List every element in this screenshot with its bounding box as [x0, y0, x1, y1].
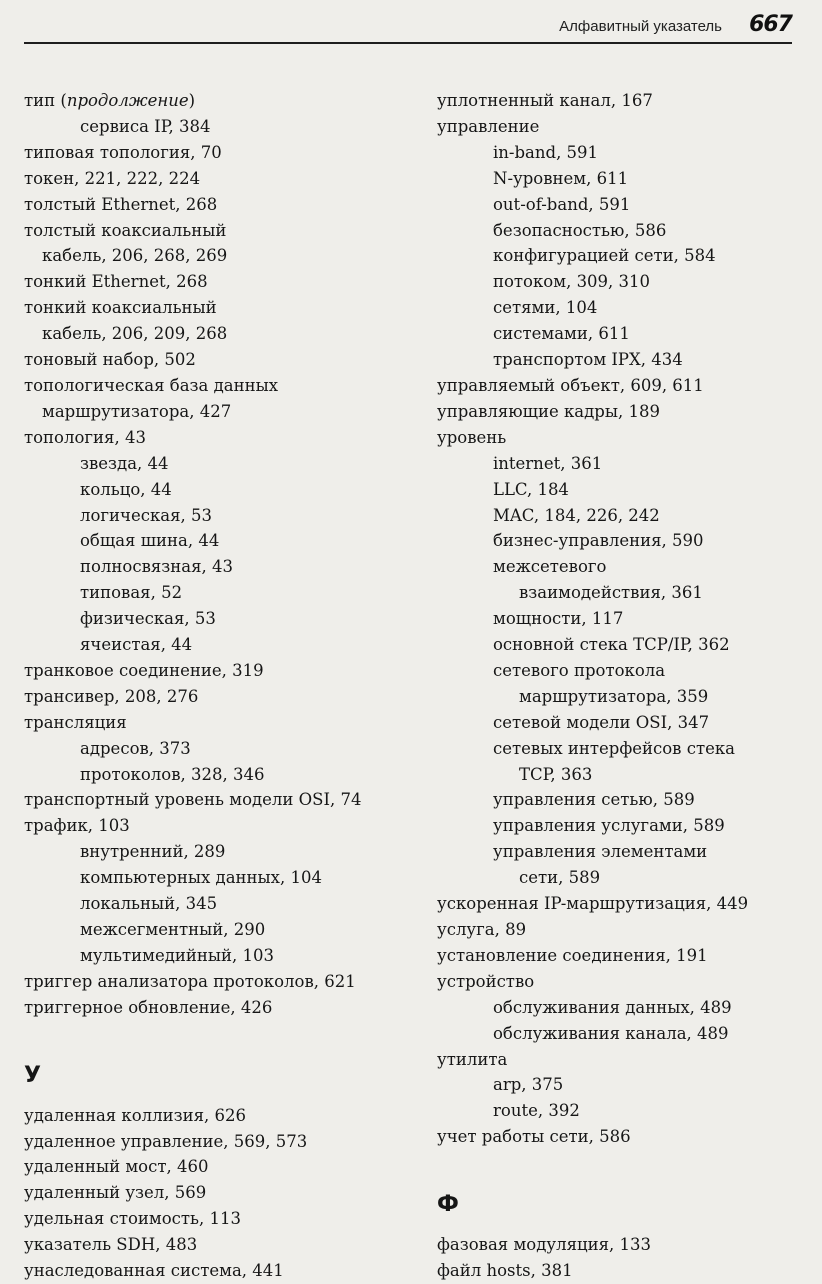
index-entry: топология, 43	[24, 427, 146, 447]
running-title: Алфавитный указатель	[559, 18, 722, 35]
index-entry: уплотненный канал, 167	[437, 91, 653, 110]
index-column-left	[24, 88, 429, 1284]
index-entry: типовая топология, 70	[24, 142, 222, 162]
index-subentry: взаимодействия, 361	[519, 583, 703, 603]
section-letter: У	[24, 1062, 41, 1088]
index-subentry: типовая, 52	[80, 583, 183, 603]
index-entry: управление	[437, 116, 540, 136]
index-entry: трансивер, 208, 276	[24, 686, 199, 706]
entry-text: )	[188, 91, 196, 110]
index-entry: токен, 221, 222, 224	[24, 168, 201, 188]
index-entry-continuation: кабель, 206, 268, 269	[42, 246, 228, 266]
index-subentry: бизнес-управления, 590	[493, 531, 704, 551]
index-subentry: общая шина, 44	[80, 531, 220, 551]
index-subentry: out-of-band, 591	[493, 194, 631, 214]
index-subentry: полносвязная, 43	[80, 557, 234, 577]
index-entry: тонкий Ethernet, 268	[24, 272, 208, 292]
index-entry: толстый коаксиальный	[24, 220, 227, 240]
index-subentry: потоком, 309, 310	[493, 272, 651, 292]
index-entry: трафик, 103	[24, 816, 130, 836]
index-entry: унаследованная система, 441	[24, 1261, 284, 1281]
index-entry: триггер анализатора протоколов, 621	[24, 971, 356, 991]
index-subentry: ячеистая, 44	[80, 635, 193, 655]
index-column-right	[437, 88, 809, 1284]
page-number: 667	[749, 12, 792, 37]
index-subentry: конфигурацией сети, 584	[493, 246, 716, 266]
index-subentry: LLC, 184	[493, 479, 569, 499]
index-subentry: сетями, 104	[493, 298, 598, 318]
index-subentry: сетевой модели OSI, 347	[493, 712, 710, 732]
index-subentry: управления элементами	[493, 842, 708, 862]
page-header	[0, 0, 822, 60]
index-entry: ускоренная IP-маршрутизация, 449	[437, 894, 749, 914]
index-entry: утилита	[437, 1049, 508, 1069]
index-subentry: internet, 361	[493, 453, 603, 473]
index-subentry: протоколов, 328, 346	[80, 764, 265, 784]
index-entry: удаленное управление, 569, 573	[24, 1131, 308, 1151]
index-subentry: межсетевого	[493, 557, 607, 577]
index-entry-continuation: кабель, 206, 209, 268	[42, 324, 228, 344]
section-gap	[437, 1150, 809, 1176]
index-entry: учет работы сети, 586	[437, 1127, 631, 1147]
section-gap	[24, 1021, 429, 1047]
index-subentry: сетевого протокола	[493, 660, 666, 680]
index-subentry: сети, 589	[519, 868, 601, 888]
index-entry: толстый Ethernet, 268	[24, 194, 218, 214]
index-subentry: мощности, 117	[493, 609, 624, 629]
index-entry: удаленная коллизия, 626	[24, 1105, 247, 1125]
index-subentry: MAC, 184, 226, 242	[493, 505, 660, 525]
index-subentry: TCP, 363	[519, 764, 593, 784]
index-entry: триггерное обновление, 426	[24, 997, 273, 1017]
italic-note: продолжение	[66, 91, 189, 110]
index-subentry: безопасностью, 586	[493, 220, 667, 240]
index-entry: удаленный узел, 569	[24, 1183, 207, 1203]
index-entry	[24, 88, 429, 114]
index-subentry: физическая, 53	[80, 609, 216, 629]
index-subentry: сервиса IP, 384	[80, 116, 211, 136]
index-subentry: основной стека TCP/IP, 362	[493, 635, 730, 655]
index-subentry: кольцо, 44	[80, 479, 172, 499]
index-subentry: сетевых интерфейсов стека	[493, 738, 735, 758]
index-subentry: компьютерных данных, 104	[80, 868, 322, 888]
index-entry: удаленный мост, 460	[24, 1157, 209, 1177]
index-subentry: in-band, 591	[493, 142, 599, 162]
index-entry: установление соединения, 191	[437, 945, 708, 965]
index-entry: транспортный уровень модели OSI, 74	[24, 790, 362, 810]
index-subentry: обслуживания канала, 489	[493, 1023, 729, 1043]
index-entry: устройство	[437, 971, 535, 991]
index-entry: файл hosts, 381	[437, 1261, 573, 1281]
index-entry: трансляция	[24, 712, 127, 732]
index-subentry: локальный, 345	[80, 894, 218, 914]
index-subentry: мультимедийный, 103	[80, 945, 274, 965]
index-entry: фазовая модуляция, 133	[437, 1235, 651, 1255]
index-subentry: управления сетью, 589	[493, 790, 695, 810]
index-subentry: внутренний, 289	[80, 842, 226, 862]
index-subentry: маршрутизатора, 359	[519, 686, 709, 706]
index-entry: тонкий коаксиальный	[24, 298, 217, 318]
index-subentry: route, 392	[493, 1101, 580, 1121]
index-subentry: звезда, 44	[80, 453, 169, 473]
index-entry-continuation: маршрутизатора, 427	[42, 401, 232, 421]
header-rule	[24, 42, 792, 44]
index-entry: уровень	[437, 427, 507, 447]
index-subentry: системами, 611	[493, 324, 630, 344]
index-subentry: управления услугами, 589	[493, 816, 725, 836]
index-subentry: обслуживания данных, 489	[493, 997, 732, 1017]
entry-text: тип (	[24, 91, 67, 110]
section-letter: Ф	[437, 1192, 459, 1218]
index-entry: услуга, 89	[437, 920, 527, 939]
index-entry: управляемый объект, 609, 611	[437, 375, 704, 395]
index-subentry: адресов, 373	[80, 738, 191, 758]
index-subentry: N-уровнем, 611	[493, 168, 629, 188]
index-subentry: транспортом IPX, 434	[493, 350, 683, 370]
index-subentry: логическая, 53	[80, 505, 213, 525]
index-entry: управляющие кадры, 189	[437, 401, 660, 421]
index-entry: удельная стоимость, 113	[24, 1209, 241, 1229]
index-entry: топологическая база данных	[24, 375, 279, 395]
index-entry: транковое соединение, 319	[24, 660, 264, 680]
index-entry: указатель SDH, 483	[24, 1235, 198, 1255]
index-entry: тоновый набор, 502	[24, 350, 196, 370]
index-subentry: arp, 375	[493, 1075, 564, 1095]
index-subentry: межсегментный, 290	[80, 920, 266, 939]
